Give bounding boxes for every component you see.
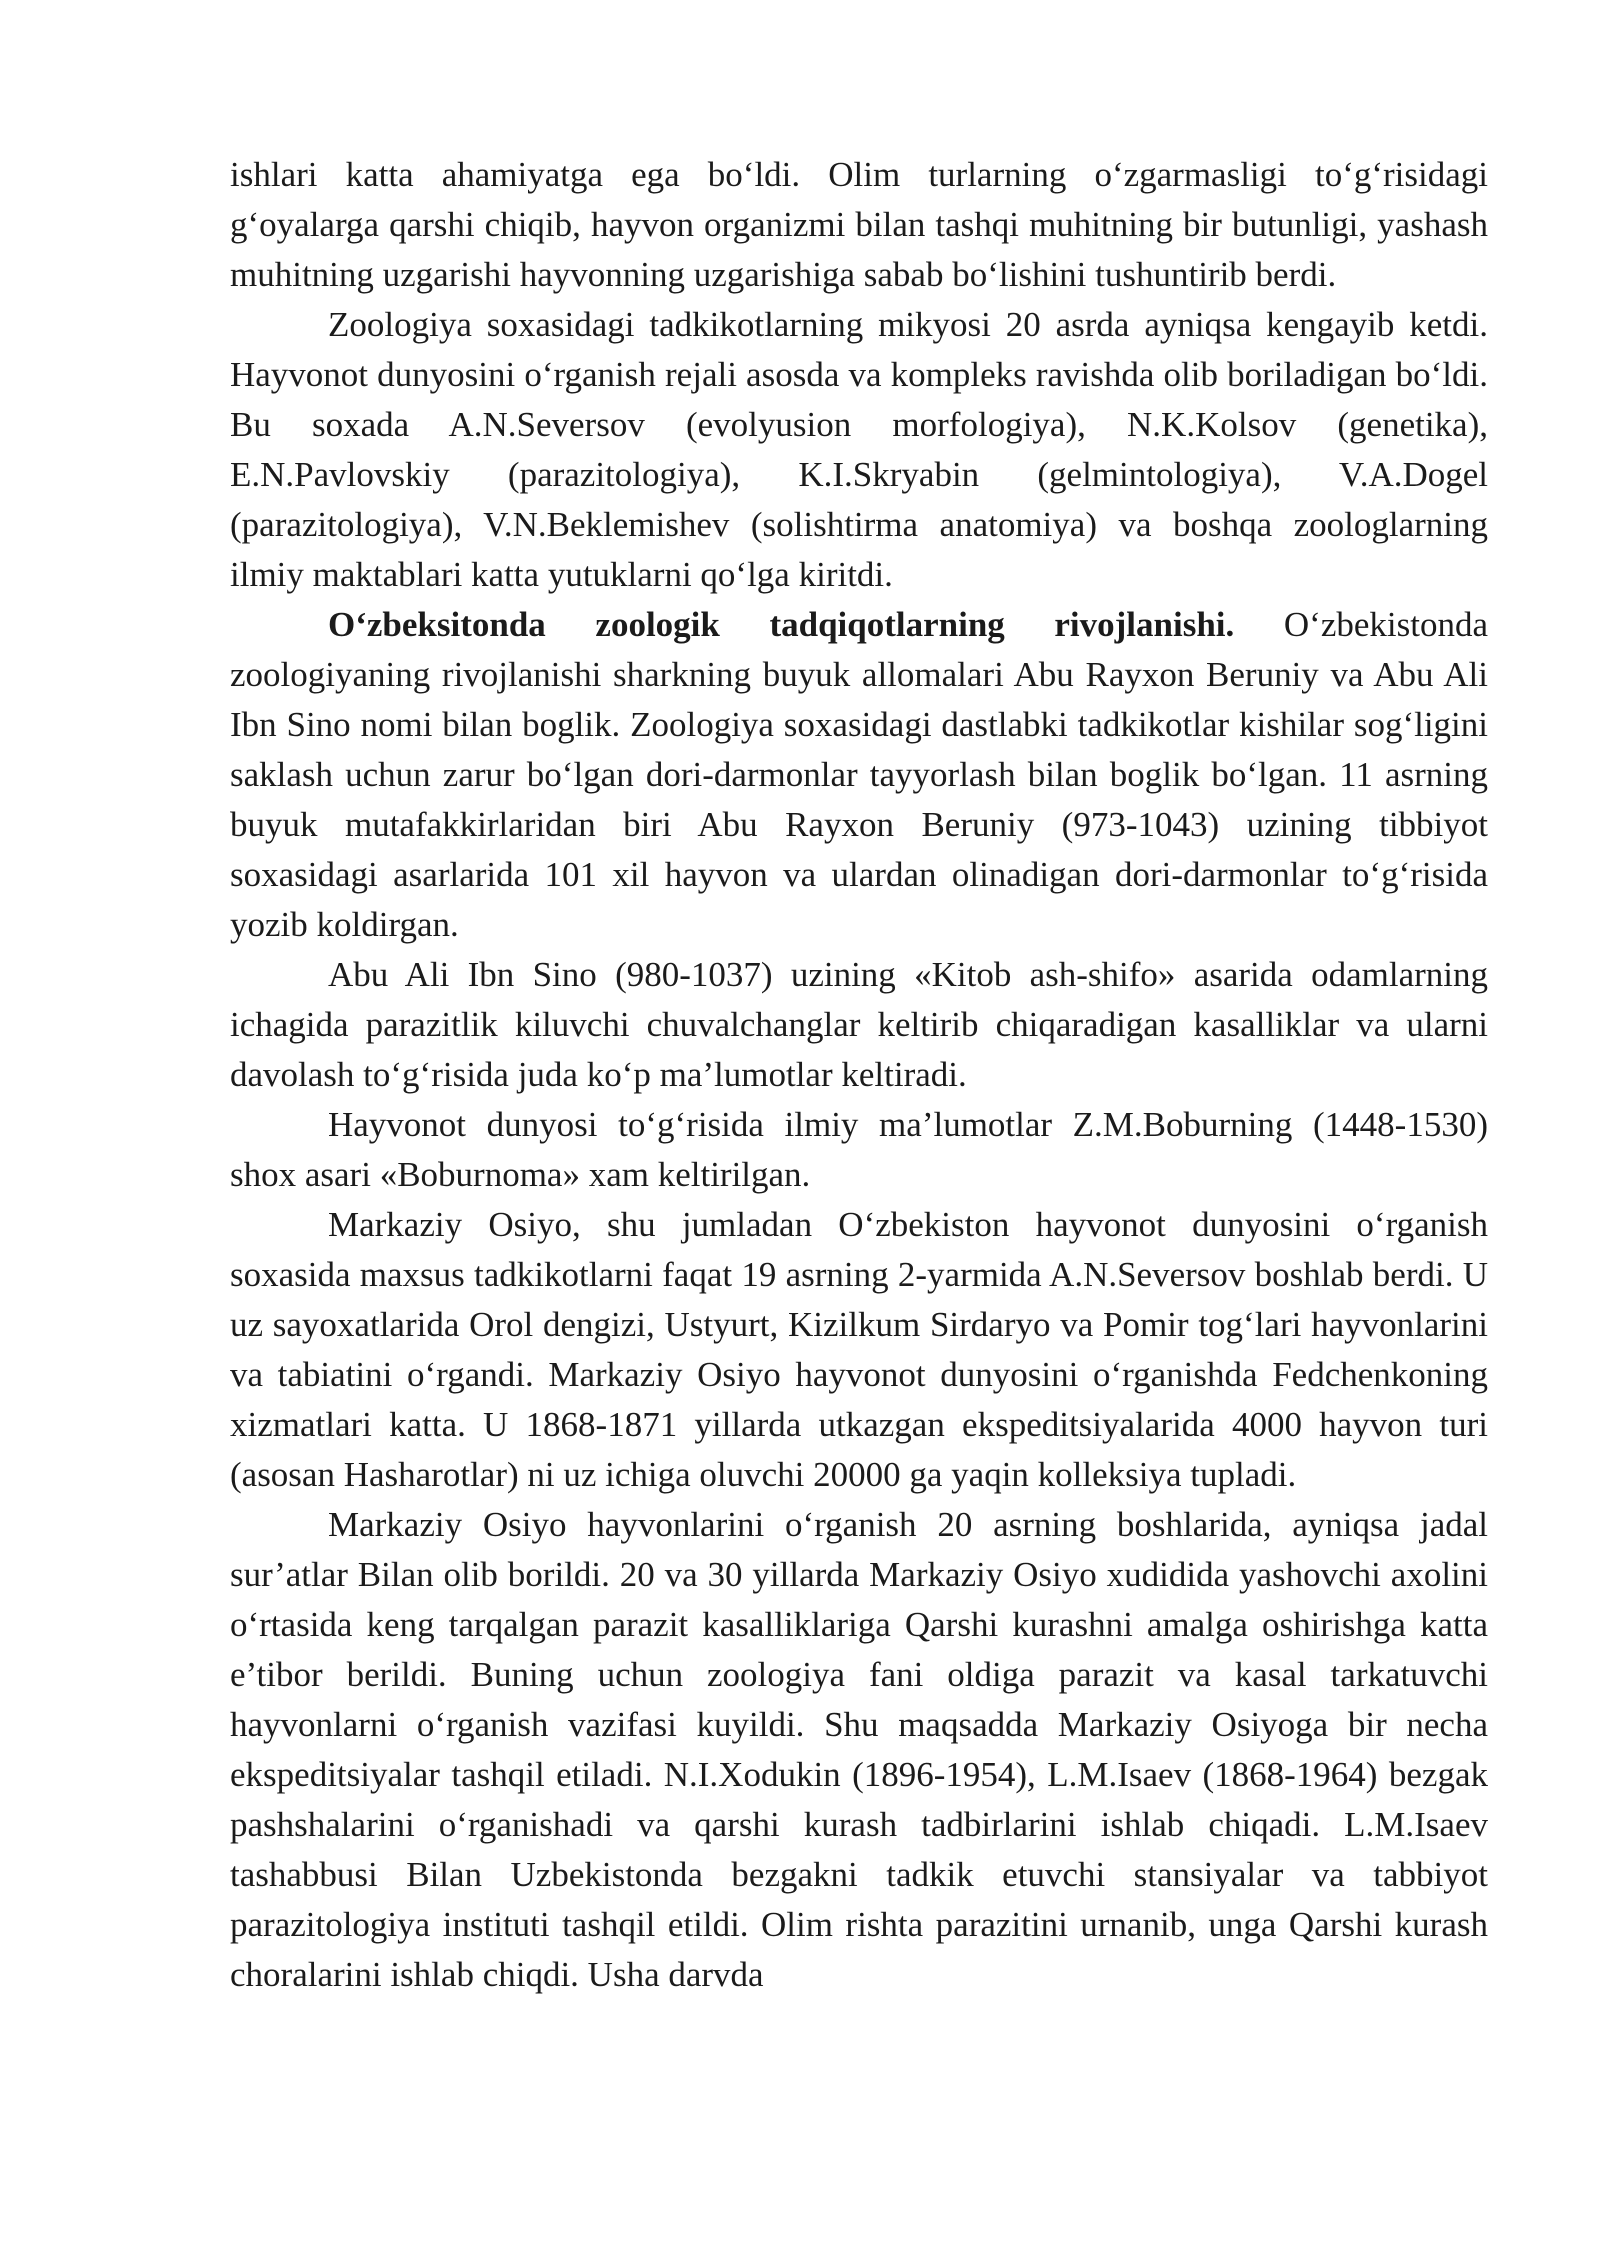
paragraph-parasitology: Markaziy Osiyo hayvonlarini o‘rganish 20 asrning boshlarida, ayniqsa jadal sur’atlar Bilan olib borildi. 20 va 30 yillarda Markaziy Osiyo xudidida yashovchi axolini o‘rtasida keng tarqalgan parazit kasalliklariga Qarshi kurashni amalga oshirishga katta e’tibor berildi. Buning uchun zoologiya fani oldiga parazit va kasal tarkatuvchi hayvonlarni o‘rganish vazifasi kuyildi. Shu maqsadda Markaziy Osiyoga bir necha ekspeditsiyalar tashqil etiladi. N.I.Xodukin (1896-1954), L.M.Isaev (1868-1964) bezgak pashshalarini o‘rganishadi va qarshi kurash tadbirlarini ishlab chiqadi. L.M.Isaev tashabbusi Bilan Uzbekistonda bezgakni tadkik etuvchi stansiyalar va tabbiyot parazitologiya instituti tashqil etildi. Olim rishta parazitini urnanib, unga Qarshi kurash choralarini ishlab chiqdi. Usha darvda (230, 1505, 1488, 1994)
paragraph-zoology-20th-century: Zoologiya soxasidagi tadkikotlarning mikyosi 20 asrda ayniqsa kengayib ketdi. Hayvonot dunyosini o‘rganish rejali asosda va kompleks ravishda olib boriladigan bo‘ldi. Bu soxada A.N.Seversov (evolyusion morfologiya), N.K.Kolsov (genetika), E.N.Pavlovskiy (parazitologiya), K.I.Skryabin (gelmintologiya), V.A.Dogel (parazitologiya), V.N.Beklemishev (solishtirma anatomiya) va boshqa zoologlarning ilmiy maktablari katta yutuklarni qo‘lga kiritdi. (230, 305, 1488, 594)
paragraph-ibn-sino: Abu Ali Ibn Sino (980-1037) uzining «Kitob ash-shifo» asarida odamlarning ichagida parazitlik kiluvchi chuvalchanglar keltirib chiqaradigan kasalliklar va ularni davolash to‘g‘risida juda ko‘p ma’lumotlar keltiradi. (230, 955, 1488, 1094)
paragraph-uzbekistan-zoology (230, 600, 1488, 950)
paragraph-continuation: ishlari katta ahamiyatga ega bo‘ldi. Olim turlarning o‘zgarmasligi to‘g‘risidagi g‘oyalarga qarshi chiqib, hayvon organizmi bilan tashqi muhitning bir butunligi, yashash muhitning uzgarishi hayvonning uzgarishiga sabab bo‘lishini tushuntirib berdi. (230, 155, 1488, 294)
paragraph-body: O‘zbekistonda zoologiyaning rivojlanishi sharkning buyuk allomalari Abu Rayxon Beruniy va Abu Ali Ibn Sino nomi bilan boglik. Zoologiya soxasidagi dastlabki tadkikotlar kishilar sog‘ligini saklash uchun zarur bo‘lgan dori-darmonlar tayyorlash bilan boglik bo‘lgan. 11 asrning buyuk mutafakkirlaridan biri Abu Rayxon Beruniy (973-1043) uzining tibbiyot soxasidagi asarlarida 101 xil hayvon va ulardan olinadigan dori-darmonlar to‘g‘risida yozib koldirgan. (230, 605, 1488, 944)
section-heading: O‘zbeksitonda zoologik tadqiqotlarning rivojlanishi. (328, 605, 1235, 644)
paragraph-central-asia-research: Markaziy Osiyo, shu jumladan O‘zbekiston hayvonot dunyosini o‘rganish soxasida maxsus tadkikotlarni faqat 19 asrning 2-yarmida A.N.Seversov boshlab berdi. U uz sayoxatlarida Orol dengizi, Ustyurt, Kizilkum Sirdaryo va Pomir tog‘lari hayvonlarini va tabiatini o‘rgandi. Markaziy Osiyo hayvonot dunyosini o‘rganishda Fedchenkoning xizmatlari katta. U 1868-1871 yillarda utkazgan ekspeditsiyalarida 4000 hayvon turi (asosan Hasharotlar) ni uz ichiga oluvchi 20000 ga yaqin kolleksiya tupladi. (230, 1205, 1488, 1494)
document-page (230, 150, 1488, 2000)
paragraph-boburnoma: Hayvonot dunyosi to‘g‘risida ilmiy ma’lumotlar Z.M.Boburning (1448-1530) shox asari «Boburnoma» xam keltirilgan. (230, 1105, 1488, 1194)
